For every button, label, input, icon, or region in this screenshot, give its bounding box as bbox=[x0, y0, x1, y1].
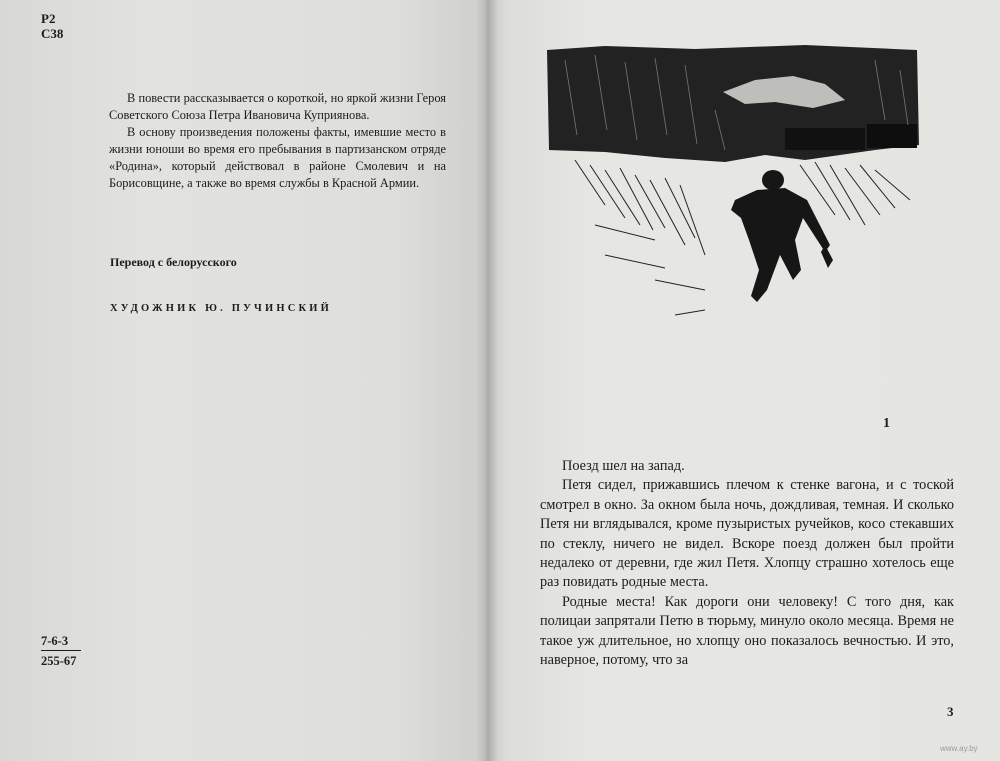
chapter-number: 1 bbox=[883, 416, 890, 431]
catalog-code-top: 7-6-3 bbox=[41, 634, 69, 648]
body-paragraph: Родные места! Как дороги они человеку! С того дня, как полицаи запрятали Петю в тюрьму, минуло около месяца. Время не такое уж длительное, но хлопцу оно показалось вечностью. И это, наверное, потому, что за bbox=[540, 593, 954, 669]
artist-credit: ХУДОЖНИК Ю. ПУЧИНСКИЙ bbox=[110, 303, 333, 314]
left-page bbox=[0, 0, 486, 761]
catalog-code-bottom: 255-67 bbox=[41, 654, 77, 668]
catalog-code bbox=[41, 633, 81, 669]
catalog-code-divider bbox=[41, 650, 81, 651]
classification-code-line: С38 bbox=[41, 26, 64, 41]
body-paragraph: Поезд шел на запад. bbox=[562, 458, 685, 474]
annotation-paragraph: В повести рассказывается о короткой, но яркой жизни Героя Советского Союза Петра Ивановича Куприянова. bbox=[109, 91, 446, 122]
annotation-paragraph: В основу произведения положены факты, имевшие место в жизни юноши во время его пребывания в партизанском отряде «Родина», который действовал в районе Смолевич и на Борисовщине, а также во время службы в Красной Армии. bbox=[109, 125, 446, 190]
classification-code bbox=[41, 11, 63, 41]
translation-note: Перевод с белорусского bbox=[110, 255, 237, 269]
chapter-text bbox=[540, 457, 954, 670]
page-number: 3 bbox=[947, 704, 954, 719]
book-gutter bbox=[476, 0, 498, 761]
body-paragraph: Петя сидел, прижавшись плечом к стенке вагона, и с тоской смотрел в окно. За окном была ночь, дождливая, темная. И сколько Петя ни вглядывался, кроме пузыристых ручейков, косо стекавших по стеклу, ничего не видел. Вскоре поезд должен был пройти недалеко от деревни, где жил Петя. Хлопцу страшно хотелось еще раз повидать родные места. bbox=[540, 477, 954, 591]
site-watermark: www.ay.by bbox=[940, 744, 978, 753]
chapter-illustration bbox=[545, 40, 920, 325]
classification-code-line: Р2 bbox=[41, 11, 56, 26]
annotation bbox=[109, 90, 446, 192]
